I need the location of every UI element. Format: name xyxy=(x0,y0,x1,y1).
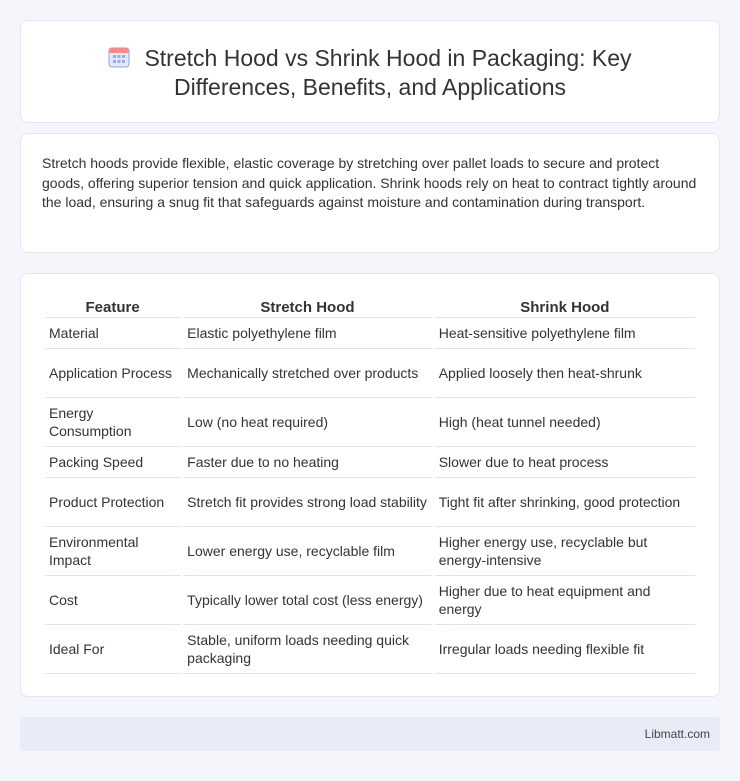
cell-feature: Product Protection xyxy=(45,478,180,527)
table-row xyxy=(45,447,695,478)
cell-stretch: Stable, uniform loads needing quick packaging xyxy=(183,625,432,674)
cell-shrink: Applied loosely then heat-shrunk xyxy=(435,349,695,398)
cell-stretch: Stretch fit provides strong load stability xyxy=(183,478,432,527)
cell-stretch: Elastic polyethylene film xyxy=(183,318,432,349)
cell-stretch: Faster due to no heating xyxy=(183,447,432,478)
title-card xyxy=(20,20,720,123)
table-row xyxy=(45,398,695,447)
table-row xyxy=(45,625,695,674)
cell-shrink: Irregular loads needing flexible fit xyxy=(435,625,695,674)
table-row xyxy=(45,576,695,625)
cell-shrink: Higher due to heat equipment and energy xyxy=(435,576,695,625)
footer xyxy=(20,717,720,751)
intro-paragraph: Stretch hoods provide flexible, elastic coverage by stretching over pallet loads to secure and protect goods, offering superior tension and quick application. Shrink hoods rely on heat to contract tightly around the load, ensuring a snug fit that safeguards against moisture and contamination during transport. xyxy=(42,155,697,210)
cell-feature: Ideal For xyxy=(45,625,180,674)
page-title xyxy=(21,44,719,102)
intro-card xyxy=(20,133,720,253)
cell-feature: Packing Speed xyxy=(45,447,180,478)
table-row xyxy=(45,478,695,527)
cell-stretch: Typically lower total cost (less energy) xyxy=(183,576,432,625)
cell-stretch: Mechanically stretched over products xyxy=(183,349,432,398)
title-text: Stretch Hood vs Shrink Hood in Packaging: Key Differences, Benefits, and Applications xyxy=(144,45,632,100)
cell-feature: Material xyxy=(45,318,180,349)
table-row xyxy=(45,318,695,349)
cell-shrink: Higher energy use, recyclable but energy-intensive xyxy=(435,527,695,576)
cell-shrink: Tight fit after shrinking, good protection xyxy=(435,478,695,527)
cell-stretch: Low (no heat required) xyxy=(183,398,432,447)
cell-feature: Cost xyxy=(45,576,180,625)
cell-shrink: Heat-sensitive polyethylene film xyxy=(435,318,695,349)
calendar-icon xyxy=(108,46,130,68)
header-stretch-hood: Stretch Hood xyxy=(183,296,432,318)
footer-site-link[interactable]: Libmatt.com xyxy=(644,727,710,741)
cell-feature: Energy Consumption xyxy=(45,398,180,447)
header-feature: Feature xyxy=(45,296,180,318)
table-header-row xyxy=(45,296,695,318)
cell-shrink: Slower due to heat process xyxy=(435,447,695,478)
cell-feature: Environmental Impact xyxy=(45,527,180,576)
cell-feature: Application Process xyxy=(45,349,180,398)
cell-stretch: Lower energy use, recyclable film xyxy=(183,527,432,576)
table-card xyxy=(20,273,720,697)
header-shrink-hood: Shrink Hood xyxy=(435,296,695,318)
table-row xyxy=(45,349,695,398)
comparison-table xyxy=(42,296,698,674)
cell-shrink: High (heat tunnel needed) xyxy=(435,398,695,447)
table-row xyxy=(45,527,695,576)
